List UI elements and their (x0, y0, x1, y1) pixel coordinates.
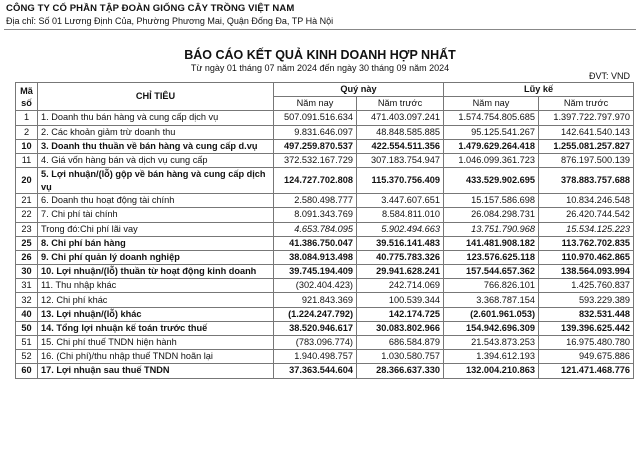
row-item: 4. Giá vốn hàng bán và dịch vụ cung cấp (38, 153, 274, 167)
row-quarter-current: 497.259.870.537 (274, 139, 357, 153)
table-row (16, 265, 634, 279)
row-ytd-current: 13.751.790.968 (444, 222, 539, 236)
report-title: BÁO CÁO KẾT QUẢ KINH DOANH HỢP NHẤT (184, 48, 456, 62)
subheader-ytd-current: Năm nay (444, 97, 539, 111)
row-ms: 40 (16, 307, 38, 321)
row-quarter-current: 37.363.544.604 (274, 364, 357, 378)
table-row (16, 236, 634, 250)
company-address: Địa chỉ: Số 01 Lương Định Của, Phường Phương Mai, Quận Đống Đa, TP Hà Nội (6, 16, 334, 26)
row-ytd-current: 141.481.908.182 (444, 236, 539, 250)
row-quarter-prior: 28.366.637.330 (357, 364, 444, 378)
col-header-item: CHỈ TIÊU (38, 83, 274, 111)
row-quarter-current: 2.580.498.777 (274, 194, 357, 208)
row-ms: 11 (16, 153, 38, 167)
table-row (16, 321, 634, 335)
row-ytd-current: 21.543.873.253 (444, 336, 539, 350)
row-quarter-prior: 422.554.511.356 (357, 139, 444, 153)
subheader-ytd-prior: Năm trước (539, 97, 634, 111)
table-row (16, 350, 634, 364)
row-ms: 21 (16, 194, 38, 208)
row-ms: 51 (16, 336, 38, 350)
row-item: 15. Chi phí thuế TNDN hiện hành (38, 336, 274, 350)
row-quarter-prior: 115.370.756.409 (357, 168, 444, 194)
row-ms: 10 (16, 139, 38, 153)
row-quarter-prior: 471.403.097.241 (357, 111, 444, 125)
row-ms: 52 (16, 350, 38, 364)
row-ytd-current: 154.942.696.309 (444, 321, 539, 335)
row-quarter-prior: 40.775.783.326 (357, 250, 444, 264)
row-item: Trong đó:Chi phí lãi vay (38, 222, 274, 236)
table-row (16, 307, 634, 321)
row-ytd-prior: 378.883.757.688 (539, 168, 634, 194)
col-header-ms (16, 83, 38, 111)
row-ytd-current: 766.826.101 (444, 279, 539, 293)
row-item: 13. Lợi nhuận/(lỗ) khác (38, 307, 274, 321)
row-quarter-prior: 686.584.879 (357, 336, 444, 350)
table-row (16, 293, 634, 307)
row-ytd-prior: 113.762.702.835 (539, 236, 634, 250)
row-quarter-prior: 100.539.344 (357, 293, 444, 307)
row-ytd-current: 15.157.586.698 (444, 194, 539, 208)
row-quarter-current: (302.404.423) (274, 279, 357, 293)
row-quarter-current: 41.386.750.047 (274, 236, 357, 250)
row-ms: 22 (16, 208, 38, 222)
table-row (16, 336, 634, 350)
row-ms: 32 (16, 293, 38, 307)
report-period: Từ ngày 01 tháng 07 năm 2024 đến ngày 30 tháng 09 năm 2024 (190, 63, 450, 73)
row-item: 14. Tổng lợi nhuận kế toán trước thuế (38, 321, 274, 335)
row-ytd-prior: 876.197.500.139 (539, 153, 634, 167)
row-ytd-current: 433.529.902.695 (444, 168, 539, 194)
row-quarter-current: 921.843.369 (274, 293, 357, 307)
row-ms: 2 (16, 125, 38, 139)
row-quarter-prior: 142.174.725 (357, 307, 444, 321)
table-row (16, 279, 634, 293)
table-header-row (16, 83, 634, 97)
row-ytd-current: 123.576.625.118 (444, 250, 539, 264)
row-item: 16. (Chi phí)/thu nhập thuế TNDN hoãn lại (38, 350, 274, 364)
row-ms: 1 (16, 111, 38, 125)
row-ms: 26 (16, 250, 38, 264)
row-item: 2. Các khoản giảm trừ doanh thu (38, 125, 274, 139)
row-quarter-prior: 48.848.585.885 (357, 125, 444, 139)
row-item: 12. Chi phí khác (38, 293, 274, 307)
row-quarter-prior: 39.516.141.483 (357, 236, 444, 250)
table-row (16, 208, 634, 222)
row-ms: 30 (16, 265, 38, 279)
row-quarter-current: 4.653.784.095 (274, 222, 357, 236)
row-quarter-current: 1.940.498.757 (274, 350, 357, 364)
row-quarter-current: 372.532.167.729 (274, 153, 357, 167)
row-ytd-current: 157.544.657.362 (444, 265, 539, 279)
row-ytd-prior: 949.675.886 (539, 350, 634, 364)
row-quarter-prior: 8.584.811.010 (357, 208, 444, 222)
row-quarter-prior: 1.030.580.757 (357, 350, 444, 364)
table-row (16, 222, 634, 236)
group-header-quarter: Quý này (274, 83, 444, 97)
row-quarter-current: 9.831.646.097 (274, 125, 357, 139)
col-header-ms-line2: số (21, 97, 32, 108)
row-item: 10. Lợi nhuận/(lỗ) thuần từ hoạt động kinh doanh (38, 265, 274, 279)
table-row (16, 125, 634, 139)
row-ytd-prior: 10.834.246.548 (539, 194, 634, 208)
table-row (16, 364, 634, 378)
row-ms: 60 (16, 364, 38, 378)
row-ytd-current: 1.574.754.805.685 (444, 111, 539, 125)
table-row (16, 139, 634, 153)
row-ytd-prior: 832.531.448 (539, 307, 634, 321)
row-quarter-current: 39.745.194.409 (274, 265, 357, 279)
currency-unit: ĐVT: VND (588, 71, 630, 81)
row-ms: 23 (16, 222, 38, 236)
row-ms: 20 (16, 168, 38, 194)
row-ms: 25 (16, 236, 38, 250)
company-name: CÔNG TY CỔ PHẦN TẬP ĐOÀN GIỐNG CÂY TRỒNG VIỆT NAM (6, 3, 295, 14)
row-quarter-current: (783.096.774) (274, 336, 357, 350)
row-ytd-prior: 138.564.093.994 (539, 265, 634, 279)
header-divider (4, 29, 636, 30)
row-ytd-current: (2.601.961.053) (444, 307, 539, 321)
row-ytd-current: 26.084.298.731 (444, 208, 539, 222)
row-quarter-prior: 307.183.754.947 (357, 153, 444, 167)
row-ms: 31 (16, 279, 38, 293)
row-ytd-current: 1.394.612.193 (444, 350, 539, 364)
row-ytd-prior: 1.255.081.257.827 (539, 139, 634, 153)
table-row (16, 168, 634, 194)
row-ytd-prior: 121.471.468.776 (539, 364, 634, 378)
row-ytd-prior: 1.425.760.837 (539, 279, 634, 293)
row-ms: 50 (16, 321, 38, 335)
row-ytd-prior: 593.229.389 (539, 293, 634, 307)
subheader-quarter-prior: Năm trước (357, 97, 444, 111)
row-item: 6. Doanh thu hoạt động tài chính (38, 194, 274, 208)
row-ytd-prior: 110.970.462.865 (539, 250, 634, 264)
row-item: 7. Chi phí tài chính (38, 208, 274, 222)
row-item: 5. Lợi nhuận/(lỗ) gộp về bán hàng và cung cấp dịch vụ (38, 168, 274, 194)
row-quarter-prior: 5.902.494.663 (357, 222, 444, 236)
row-item: 11. Thu nhập khác (38, 279, 274, 293)
row-quarter-current: (1.224.247.792) (274, 307, 357, 321)
row-quarter-prior: 30.083.802.966 (357, 321, 444, 335)
row-quarter-current: 38.520.946.617 (274, 321, 357, 335)
row-ytd-current: 1.479.629.264.418 (444, 139, 539, 153)
row-ytd-prior: 142.641.540.143 (539, 125, 634, 139)
row-ytd-current: 95.125.541.267 (444, 125, 539, 139)
row-item: 3. Doanh thu thuần về bán hàng và cung cấp d.vụ (38, 139, 274, 153)
table-row (16, 111, 634, 125)
row-quarter-prior: 3.447.607.651 (357, 194, 444, 208)
row-ytd-current: 132.004.210.863 (444, 364, 539, 378)
row-item: 1. Doanh thu bán hàng và cung cấp dịch vụ (38, 111, 274, 125)
row-item: 9. Chi phí quản lý doanh nghiệp (38, 250, 274, 264)
row-quarter-current: 124.727.702.808 (274, 168, 357, 194)
row-quarter-prior: 242.714.069 (357, 279, 444, 293)
col-header-ms-line1: Mã (20, 85, 33, 96)
row-ytd-prior: 15.534.125.223 (539, 222, 634, 236)
table-row (16, 194, 634, 208)
row-item: 17. Lợi nhuận sau thuế TNDN (38, 364, 274, 378)
row-ytd-prior: 1.397.722.797.970 (539, 111, 634, 125)
income-statement-table (15, 82, 634, 379)
row-ytd-prior: 16.975.480.780 (539, 336, 634, 350)
row-item: 8. Chi phí bán hàng (38, 236, 274, 250)
row-quarter-current: 507.091.516.634 (274, 111, 357, 125)
table-row (16, 250, 634, 264)
row-ytd-current: 3.368.787.154 (444, 293, 539, 307)
row-ytd-prior: 139.396.625.442 (539, 321, 634, 335)
row-quarter-current: 38.084.913.498 (274, 250, 357, 264)
subheader-quarter-current: Năm nay (274, 97, 357, 111)
row-quarter-prior: 29.941.628.241 (357, 265, 444, 279)
row-quarter-current: 8.091.343.769 (274, 208, 357, 222)
row-ytd-prior: 26.420.744.542 (539, 208, 634, 222)
row-ytd-current: 1.046.099.361.723 (444, 153, 539, 167)
group-header-ytd: Lũy kế (444, 83, 634, 97)
table-row (16, 153, 634, 167)
